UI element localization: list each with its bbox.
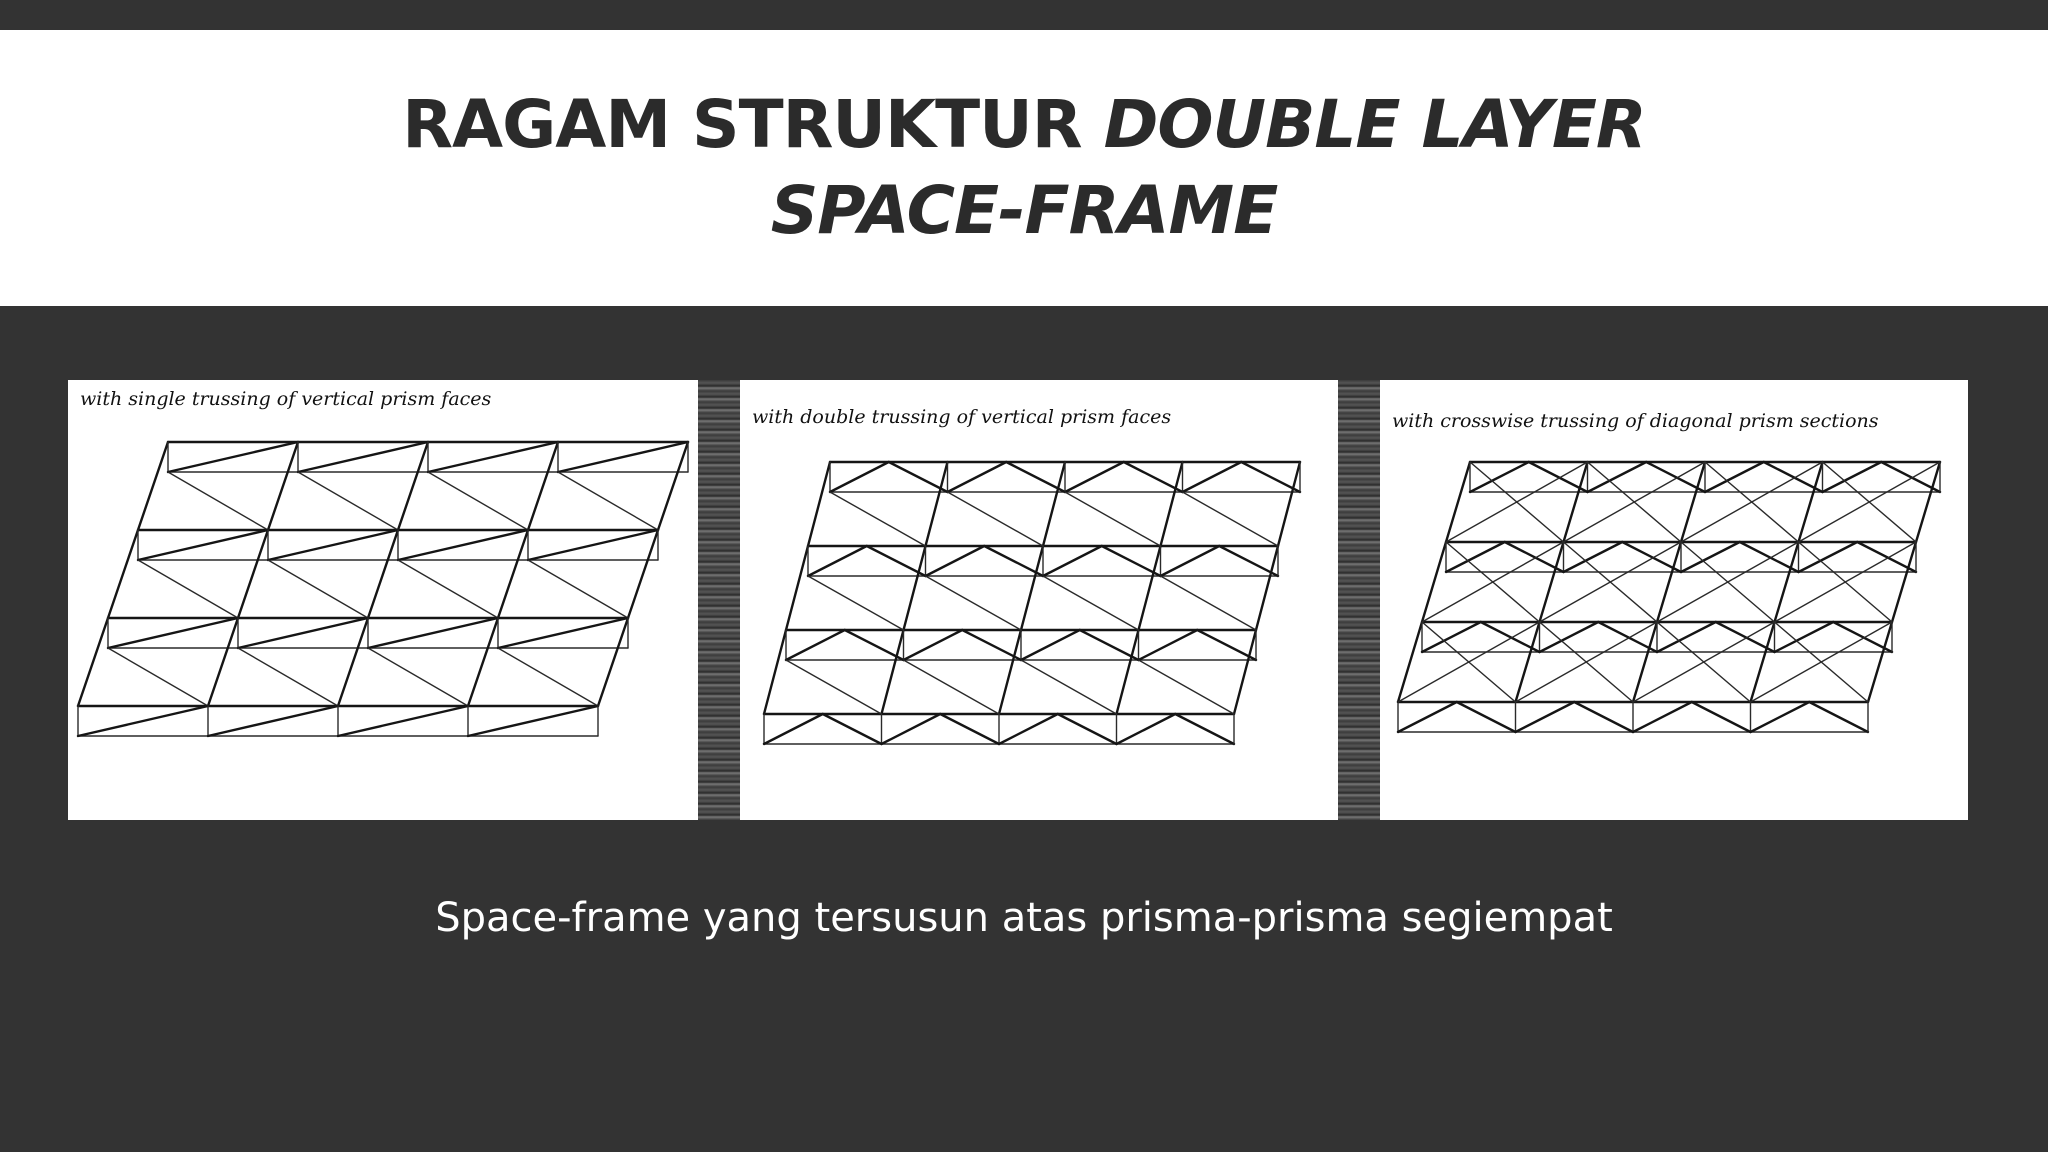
frame-member: [999, 714, 1058, 744]
frame-member: [1692, 702, 1751, 732]
slide-title-line-1: [402, 82, 1646, 168]
frame-member: [1139, 660, 1235, 714]
frame-member: [368, 648, 468, 706]
frame-member: [528, 560, 628, 618]
single-trussing-drawing: [68, 380, 698, 820]
frame-member: [598, 442, 688, 706]
frame-member: [498, 618, 628, 648]
figure-panel-single-trussing: [68, 380, 698, 820]
frame-member: [398, 530, 528, 560]
title-regular-part: RAGAM STRUKTUR: [402, 86, 1104, 163]
frame-member: [78, 442, 168, 706]
frame-member: [78, 706, 208, 736]
frame-member: [498, 648, 598, 706]
frame-member: [1058, 714, 1117, 744]
frame-member: [1516, 702, 1575, 732]
frame-member: [428, 472, 528, 530]
frame-member: [1021, 660, 1117, 714]
frame-member: [558, 472, 658, 530]
frame-member: [558, 442, 688, 472]
frame-member: [338, 706, 468, 736]
frame-member: [786, 630, 845, 660]
frame-member: [948, 492, 1044, 546]
frame-member: [138, 530, 268, 560]
frame-member: [208, 442, 298, 706]
panel-label: with crosswise trussing of diagonal prism sections: [1392, 410, 1879, 432]
frame-member: [1006, 462, 1065, 492]
frame-member: [867, 546, 926, 576]
frame-member: [1043, 546, 1102, 576]
frame-member: [1633, 702, 1692, 732]
frame-member: [1102, 546, 1161, 576]
frame-member: [1809, 702, 1868, 732]
frame-member: [764, 714, 823, 744]
frame-member: [1080, 630, 1139, 660]
frame-member: [168, 442, 298, 472]
title-italic-part-2: SPACE-FRAME: [770, 172, 1278, 249]
frame-member: [1117, 714, 1176, 744]
frame-member: [1117, 462, 1183, 714]
frame-member: [1139, 630, 1198, 660]
scan-edge: [698, 380, 740, 820]
frame-member: [926, 546, 985, 576]
frame-member: [1021, 630, 1080, 660]
frame-member: [338, 442, 428, 706]
frame-member: [1751, 702, 1810, 732]
frame-member: [1161, 546, 1220, 576]
frame-member: [298, 442, 428, 472]
frame-member: [398, 560, 498, 618]
frame-member: [1183, 492, 1279, 546]
frame-member: [108, 648, 208, 706]
frame-member: [882, 462, 948, 714]
figure-panel-crosswise-trussing: [1380, 380, 1968, 820]
frame-member: [1574, 702, 1633, 732]
frame-member: [1751, 462, 1823, 702]
title-italic-part: DOUBLE LAYER: [1103, 86, 1646, 163]
frame-member: [904, 630, 963, 660]
frame-member: [984, 546, 1043, 576]
space-frame-figure: [68, 380, 1968, 820]
frame-member: [1868, 462, 1940, 702]
frame-member: [428, 442, 558, 472]
frame-member: [1234, 462, 1300, 714]
frame-member: [268, 560, 368, 618]
frame-member: [962, 630, 1021, 660]
frame-member: [889, 462, 948, 492]
frame-member: [1398, 702, 1457, 732]
frame-member: [1043, 576, 1139, 630]
frame-member: [999, 462, 1065, 714]
frame-member: [948, 462, 1007, 492]
frame-member: [1161, 576, 1257, 630]
frame-member: [1124, 462, 1183, 492]
frame-member: [1241, 462, 1300, 492]
double-trussing-drawing: [740, 380, 1338, 820]
scan-edge: [1338, 380, 1380, 820]
frame-member: [830, 462, 889, 492]
frame-member: [940, 714, 999, 744]
frame-member: [1457, 702, 1516, 732]
frame-member: [208, 706, 338, 736]
frame-member: [808, 546, 867, 576]
frame-member: [1197, 630, 1256, 660]
frame-member: [786, 660, 882, 714]
frame-member: [845, 630, 904, 660]
frame-member: [1183, 462, 1242, 492]
frame-member: [904, 660, 1000, 714]
frame-member: [1219, 546, 1278, 576]
frame-member: [1633, 462, 1705, 702]
frame-member: [1398, 462, 1470, 702]
frame-member: [1516, 462, 1588, 702]
frame-member: [268, 530, 398, 560]
frame-member: [823, 714, 882, 744]
frame-member: [468, 442, 558, 706]
frame-member: [298, 472, 398, 530]
frame-member: [168, 472, 268, 530]
frame-member: [1065, 492, 1161, 546]
frame-member: [764, 462, 830, 714]
frame-member: [1065, 462, 1124, 492]
frame-member: [830, 492, 926, 546]
panel-label: with single trussing of vertical prism faces: [80, 388, 492, 410]
frame-member: [1175, 714, 1234, 744]
panel-label: with double trussing of vertical prism faces: [752, 406, 1172, 428]
frame-member: [926, 576, 1022, 630]
frame-member: [108, 618, 238, 648]
frame-member: [528, 530, 658, 560]
crosswise-trussing-drawing: [1380, 380, 1968, 820]
frame-member: [238, 648, 338, 706]
figure-panel-double-trussing: [740, 380, 1338, 820]
frame-member: [468, 706, 598, 736]
frame-member: [138, 560, 238, 618]
frame-member: [882, 714, 941, 744]
frame-member: [808, 576, 904, 630]
frame-member: [368, 618, 498, 648]
frame-member: [238, 618, 368, 648]
slide-title-line-2: [771, 168, 1278, 254]
slide-caption: Space-frame yang tersusun atas prisma-prisma segiempat: [435, 895, 1613, 941]
title-band: [0, 30, 2048, 306]
